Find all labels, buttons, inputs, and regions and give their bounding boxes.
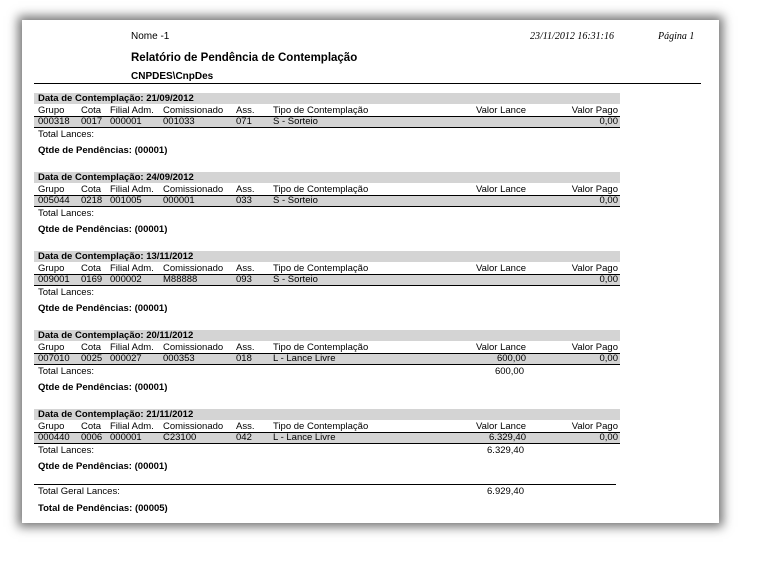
- column-header-filial: Filial Adm.: [110, 342, 154, 353]
- column-header-comissionado: Comissionado: [163, 342, 224, 353]
- date-label: Data de Contemplação:: [38, 330, 144, 341]
- column-header-ass: Ass.: [236, 421, 255, 432]
- cell-tipo: S - Sorteio: [273, 274, 318, 285]
- cell-valor-lance: 600,00: [496, 353, 526, 364]
- cell-tipo: S - Sorteio: [273, 116, 318, 127]
- cell-cota: 0017: [81, 116, 103, 127]
- total-lances-value: 6.329,40: [487, 445, 524, 456]
- column-header-valor-pago: Valor Pago: [571, 421, 618, 432]
- cell-cota: 0218: [81, 195, 103, 206]
- qtde-label: Qtde de Pendências:: [38, 303, 132, 314]
- cell-tipo: S - Sorteio: [273, 195, 318, 206]
- column-header-comissionado: Comissionado: [163, 184, 224, 195]
- table-row: [34, 354, 620, 365]
- cell-grupo: 007010: [38, 353, 70, 364]
- qtde-label: Qtde de Pendências:: [38, 461, 132, 472]
- date-label: Data de Contemplação:: [38, 93, 144, 104]
- section-date-header: [34, 409, 620, 420]
- column-header-cota: Cota: [81, 105, 102, 116]
- column-header-cota: Cota: [81, 263, 102, 274]
- total-pendencias-label: Total de Pendências:: [38, 503, 133, 514]
- column-header-filial: Filial Adm.: [110, 105, 154, 116]
- column-header-grupo: Grupo: [38, 421, 65, 432]
- cell-comissionado: 000353: [163, 353, 195, 364]
- date-label: Data de Contemplação:: [38, 409, 144, 420]
- column-header-cota: Cota: [81, 184, 102, 195]
- qtde-pendencias: [38, 145, 167, 156]
- column-header-filial: Filial Adm.: [110, 263, 154, 274]
- qtde-value: (00001): [134, 382, 168, 393]
- total-lances-row: [34, 208, 620, 220]
- date-label: Data de Contemplação:: [38, 172, 144, 183]
- total-lances-row: [34, 366, 620, 378]
- column-header-tipo: Tipo de Contemplação: [273, 421, 369, 432]
- column-header-valor-lance: Valor Lance: [476, 421, 526, 432]
- qtde-label: Qtde de Pendências:: [38, 382, 132, 393]
- report-datetime: 23/11/2012 16:31:16: [530, 31, 614, 42]
- column-header-comissionado: Comissionado: [163, 263, 224, 274]
- report-page: [22, 20, 719, 523]
- date-value: 21/11/2012: [146, 409, 194, 420]
- column-header-filial: Filial Adm.: [110, 421, 154, 432]
- qtde-label: Qtde de Pendências:: [38, 224, 132, 235]
- qtde-value: (00001): [134, 461, 168, 472]
- column-header-comissionado: Comissionado: [163, 105, 224, 116]
- cell-filial: 001005: [110, 195, 142, 206]
- column-header-tipo: Tipo de Contemplação: [273, 105, 369, 116]
- total-pendencias: [38, 503, 168, 514]
- column-header-tipo: Tipo de Contemplação: [273, 342, 369, 353]
- column-header-grupo: Grupo: [38, 263, 65, 274]
- total-lances-row: [34, 129, 620, 141]
- cell-grupo: 009001: [38, 274, 70, 285]
- report-sections: [34, 93, 622, 488]
- qtde-pendencias: [38, 224, 167, 235]
- cell-cota: 0025: [81, 353, 103, 364]
- column-header-valor-lance: Valor Lance: [476, 263, 526, 274]
- cell-comissionado: C23100: [163, 432, 197, 443]
- column-header-grupo: Grupo: [38, 184, 65, 195]
- cell-comissionado: 000001: [163, 195, 195, 206]
- grand-total-row: [34, 486, 622, 498]
- column-header-valor-lance: Valor Lance: [476, 184, 526, 195]
- contemplation-section: [34, 409, 622, 488]
- column-header-valor-pago: Valor Pago: [571, 342, 618, 353]
- qtde-pendencias: [38, 303, 167, 314]
- total-lances-label: Total Lances:: [38, 366, 94, 377]
- cell-comissionado: 001033: [163, 116, 195, 127]
- contemplation-section: [34, 172, 622, 251]
- cell-filial: 000001: [110, 432, 142, 443]
- date-value: 21/09/2012: [146, 93, 194, 104]
- column-header-cota: Cota: [81, 421, 102, 432]
- total-lances-label: Total Lances:: [38, 208, 94, 219]
- column-header-grupo: Grupo: [38, 105, 65, 116]
- total-geral-value: 6.929,40: [487, 486, 524, 497]
- report-subtitle: CNPDES\CnpDes: [131, 71, 214, 82]
- table-row: [34, 433, 620, 444]
- column-header-valor-lance: Valor Lance: [476, 342, 526, 353]
- cell-ass: 093: [236, 274, 252, 285]
- date-label: Data de Contemplação:: [38, 251, 144, 262]
- total-lances-label: Total Lances:: [38, 287, 94, 298]
- qtde-value: (00001): [134, 224, 168, 235]
- section-date-header: [34, 251, 620, 262]
- qtde-value: (00001): [134, 145, 168, 156]
- page-number: Página 1: [658, 31, 695, 42]
- cell-ass: 071: [236, 116, 252, 127]
- column-header-valor-pago: Valor Pago: [571, 105, 618, 116]
- contemplation-section: [34, 330, 622, 409]
- contemplation-section: [34, 93, 622, 172]
- cell-tipo: L - Lance Livre: [273, 353, 336, 364]
- cell-filial: 000002: [110, 274, 142, 285]
- cell-cota: 0169: [81, 274, 103, 285]
- contemplation-section: [34, 251, 622, 330]
- column-header-cota: Cota: [81, 342, 102, 353]
- table-row: [34, 196, 620, 207]
- report-title: Relatório de Pendência de Contemplação: [131, 52, 358, 64]
- qtde-label: Qtde de Pendências:: [38, 145, 132, 156]
- cell-tipo: L - Lance Livre: [273, 432, 336, 443]
- total-lances-row: [34, 287, 620, 299]
- cell-grupo: 000440: [38, 432, 70, 443]
- column-header-ass: Ass.: [236, 184, 255, 195]
- column-header-ass: Ass.: [236, 342, 255, 353]
- cell-comissionado: M88888: [163, 274, 198, 285]
- cell-cota: 0006: [81, 432, 103, 443]
- qtde-pendencias: [38, 461, 167, 472]
- cell-ass: 033: [236, 195, 252, 206]
- column-header-valor-pago: Valor Pago: [571, 263, 618, 274]
- grand-total-divider: [34, 484, 616, 485]
- column-header-ass: Ass.: [236, 105, 255, 116]
- section-date-header: [34, 172, 620, 183]
- column-header-filial: Filial Adm.: [110, 184, 154, 195]
- column-header-grupo: Grupo: [38, 342, 65, 353]
- column-header-ass: Ass.: [236, 263, 255, 274]
- total-lances-label: Total Lances:: [38, 445, 94, 456]
- table-row: [34, 117, 620, 128]
- cell-valor-lance: 6.329,40: [489, 432, 526, 443]
- total-lances-row: [34, 445, 620, 457]
- cell-grupo: 000318: [38, 116, 70, 127]
- cell-valor-pago: 0,00: [599, 432, 618, 443]
- header-divider: [34, 83, 701, 84]
- qtde-value: (00001): [134, 303, 168, 314]
- section-date-header: [34, 93, 620, 104]
- cell-grupo: 005044: [38, 195, 70, 206]
- cell-valor-pago: 0,00: [599, 353, 618, 364]
- date-value: 13/11/2012: [146, 251, 194, 262]
- total-geral-label: Total Geral Lances:: [38, 486, 120, 497]
- cell-filial: 000027: [110, 353, 142, 364]
- cell-ass: 042: [236, 432, 252, 443]
- cell-valor-pago: 0,00: [599, 274, 618, 285]
- total-pendencias-value: (00005): [134, 503, 168, 514]
- column-header-valor-pago: Valor Pago: [571, 184, 618, 195]
- total-lances-label: Total Lances:: [38, 129, 94, 140]
- cell-valor-pago: 0,00: [599, 195, 618, 206]
- cell-filial: 000001: [110, 116, 142, 127]
- date-value: 20/11/2012: [146, 330, 194, 341]
- cell-valor-pago: 0,00: [599, 116, 618, 127]
- table-row: [34, 275, 620, 286]
- section-date-header: [34, 330, 620, 341]
- column-header-valor-lance: Valor Lance: [476, 105, 526, 116]
- qtde-pendencias: [38, 382, 167, 393]
- cell-ass: 018: [236, 353, 252, 364]
- date-value: 24/09/2012: [146, 172, 194, 183]
- column-header-tipo: Tipo de Contemplação: [273, 184, 369, 195]
- report-name: Nome -1: [131, 31, 170, 42]
- total-lances-value: 600,00: [494, 366, 524, 377]
- column-header-comissionado: Comissionado: [163, 421, 224, 432]
- column-header-tipo: Tipo de Contemplação: [273, 263, 369, 274]
